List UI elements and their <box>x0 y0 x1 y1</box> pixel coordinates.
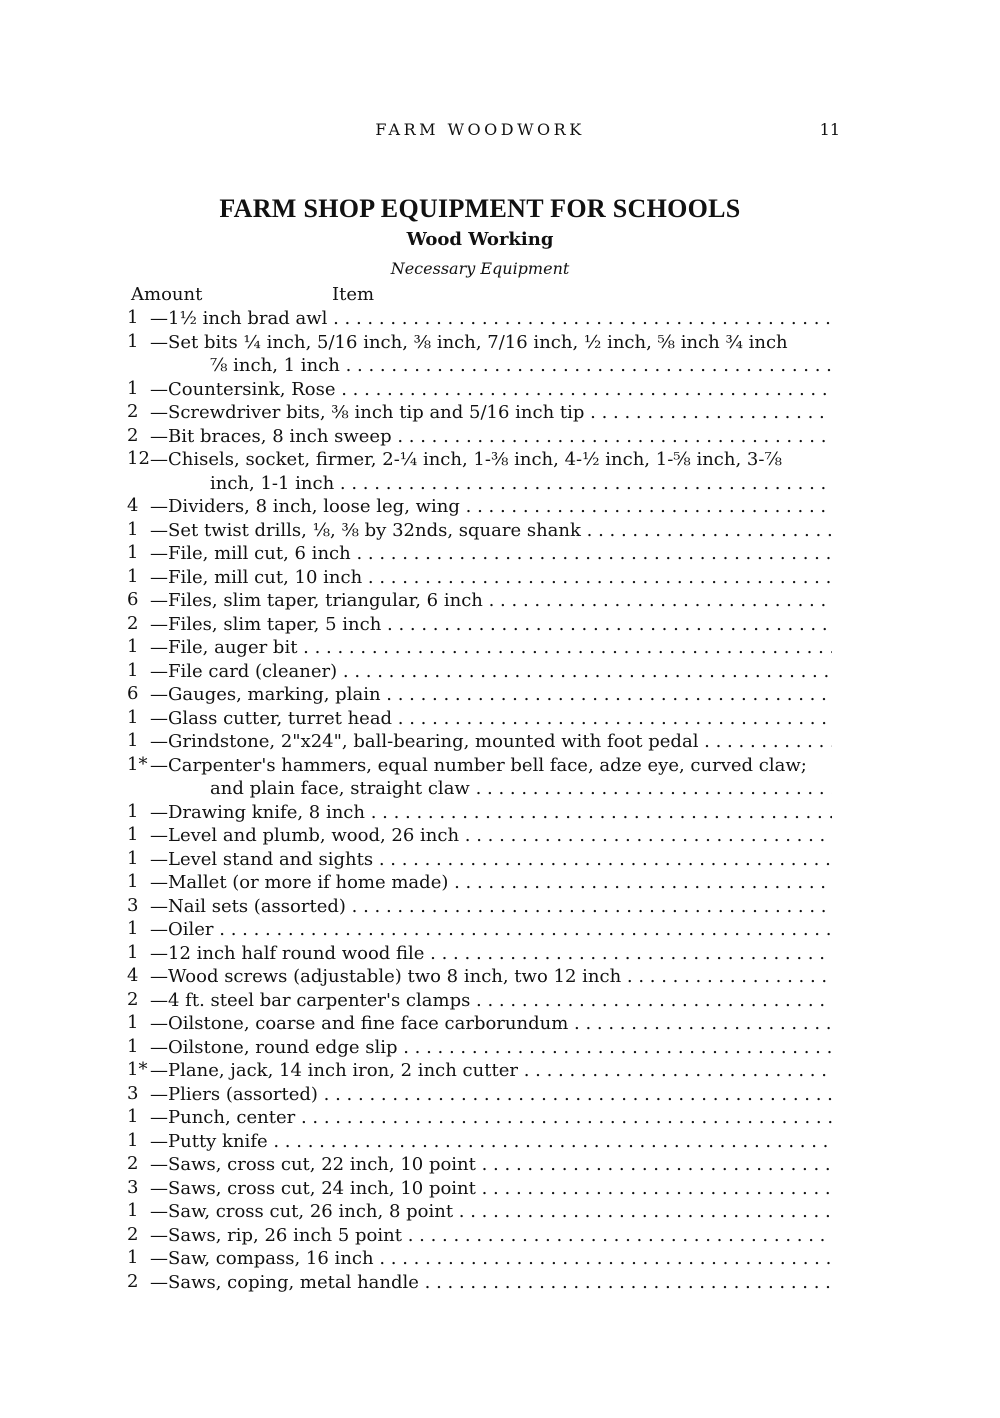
item-text: —4 ft. steel bar carpenter's clamps . . . <box>150 989 832 1013</box>
list-item <box>0 636 1000 660</box>
item-amount: 1 <box>127 1247 139 1268</box>
item-description <box>150 566 832 590</box>
item-description <box>150 1059 832 1083</box>
list-item <box>0 848 1000 872</box>
item-description <box>150 636 832 660</box>
item-amount: 1 <box>127 636 139 657</box>
item-text: —Carpenter's hammers, equal number bell face, adze eye, curved claw; <box>150 754 807 776</box>
item-amount: 1 <box>127 518 139 540</box>
item-text: —Saws, rip, 26 inch 5 point . . . <box>150 1224 832 1248</box>
item-description <box>150 965 832 989</box>
item-text: —Level and plumb, wood, 26 inch . . . <box>150 824 832 848</box>
item-text: —Mallet (or more if home made) . . . <box>150 871 832 895</box>
item-description <box>150 1012 832 1036</box>
item-description <box>150 754 832 801</box>
item-description <box>150 801 832 825</box>
item-text: —Wood screws (adjustable) two 8 inch, two 12 inch . . . <box>150 965 832 989</box>
item-amount: 1 <box>127 307 139 328</box>
item-description <box>150 1200 832 1224</box>
page-number: 11 <box>819 120 840 139</box>
item-text-continued: ⅞ inch, 1 inch . . . <box>150 354 832 378</box>
list-item <box>0 942 1000 966</box>
item-text: —Putty knife . . . <box>150 1130 832 1154</box>
item-text: —Countersink, Rose . . . <box>150 378 832 402</box>
item-description <box>150 1247 832 1271</box>
running-title: FARM WOODWORK <box>375 120 585 139</box>
item-description <box>150 425 832 449</box>
item-description <box>150 730 832 754</box>
list-item <box>0 448 1000 495</box>
item-description <box>150 1106 832 1130</box>
list-item <box>0 683 1000 707</box>
list-item <box>0 1271 1000 1295</box>
item-description <box>150 495 832 519</box>
item-text: —Plane, jack, 14 inch iron, 2 inch cutter . . . <box>150 1059 832 1083</box>
item-amount: 1 <box>127 871 139 892</box>
item-description <box>150 331 832 378</box>
item-description <box>150 542 832 566</box>
item-text: —Files, slim taper, 5 inch . . . <box>150 613 832 637</box>
running-head <box>120 118 840 142</box>
item-amount: 1 <box>127 800 139 822</box>
list-item <box>0 542 1000 566</box>
item-text-continued: inch, 1-1 inch . . . <box>150 472 832 496</box>
item-amount: 2 <box>127 424 139 446</box>
item-text: —Nail sets (assorted) . . . <box>150 895 832 919</box>
item-description <box>150 824 832 848</box>
column-header-amount: Amount <box>131 284 203 305</box>
list-item <box>0 331 1000 378</box>
item-text: —Saw, cross cut, 26 inch, 8 point . . . <box>150 1200 832 1224</box>
item-description <box>150 1083 832 1107</box>
list-item <box>0 589 1000 613</box>
list-item <box>0 801 1000 825</box>
item-text: —Grindstone, 2"x24", ball-bearing, mounted with foot pedal . . . <box>150 730 832 754</box>
item-description <box>150 895 832 919</box>
list-item <box>0 1153 1000 1177</box>
list-item <box>0 1012 1000 1036</box>
item-description <box>150 918 832 942</box>
item-amount: 4 <box>127 965 139 986</box>
item-text: —12 inch half round wood file . . . <box>150 942 832 966</box>
item-amount: 1 <box>127 542 139 563</box>
item-description <box>150 307 832 331</box>
item-text: —Screwdriver bits, ⅜ inch tip and 5/16 inch tip . . . <box>150 401 832 425</box>
list-item <box>0 824 1000 848</box>
list-item <box>0 1083 1000 1107</box>
item-text: —Gauges, marking, plain . . . <box>150 683 832 707</box>
item-description <box>150 683 832 707</box>
column-headers <box>131 284 831 308</box>
list-item <box>0 871 1000 895</box>
item-text: —Saws, coping, metal handle . . . <box>150 1271 832 1295</box>
list-item <box>0 519 1000 543</box>
item-description <box>150 1271 832 1295</box>
item-amount: 1 <box>127 565 139 587</box>
item-amount: 2 <box>127 1270 139 1292</box>
item-text: —Saws, cross cut, 24 inch, 10 point . . . <box>150 1177 832 1201</box>
item-description <box>150 401 832 425</box>
item-amount: 1 <box>127 330 139 352</box>
item-description <box>150 1130 832 1154</box>
list-item <box>0 1130 1000 1154</box>
list-item <box>0 730 1000 754</box>
item-text: —Files, slim taper, triangular, 6 inch . . . <box>150 589 832 613</box>
item-amount: 2 <box>127 1153 139 1174</box>
item-amount: 6 <box>127 683 139 704</box>
item-text: —Oilstone, coarse and fine face carborundum . . . <box>150 1012 832 1036</box>
list-item <box>0 566 1000 590</box>
item-text: —Saws, cross cut, 22 inch, 10 point . . . <box>150 1153 832 1177</box>
item-text: —Dividers, 8 inch, loose leg, wing . . . <box>150 495 832 519</box>
item-description <box>150 989 832 1013</box>
item-description <box>150 378 832 402</box>
item-amount: 1 <box>127 1129 139 1151</box>
item-text: —File, mill cut, 10 inch . . . <box>150 566 832 590</box>
item-text: —Glass cutter, turret head . . . <box>150 707 832 731</box>
list-item <box>0 989 1000 1013</box>
list-item <box>0 378 1000 402</box>
item-amount: 2 <box>127 1223 139 1245</box>
item-amount: 1 <box>127 847 139 869</box>
item-description <box>150 660 832 684</box>
list-item <box>0 1177 1000 1201</box>
list-item <box>0 1200 1000 1224</box>
item-text: —Chisels, socket, firmer, 2-¼ inch, 1-⅜ inch, 4-½ inch, 1-⅝ inch, 3-⅞ <box>150 449 782 470</box>
item-amount: 1 <box>127 730 139 751</box>
item-text: —File, auger bit . . . <box>150 636 832 660</box>
list-item <box>0 965 1000 989</box>
item-text: —Set twist drills, ⅛, ⅜ by 32nds, square shank . . . <box>150 519 832 543</box>
list-item <box>0 918 1000 942</box>
item-description <box>150 942 832 966</box>
item-amount: 1 <box>127 706 139 728</box>
item-amount: 1 <box>127 1035 139 1057</box>
item-description <box>150 1036 832 1060</box>
list-item <box>0 401 1000 425</box>
item-text: —Set bits ¼ inch, 5/16 inch, ⅜ inch, 7/16 inch, ½ inch, ⅝ inch ¾ inch <box>150 331 788 353</box>
item-text: —Drawing knife, 8 inch . . . <box>150 801 832 825</box>
item-description <box>150 1224 832 1248</box>
item-description <box>150 519 832 543</box>
list-item <box>0 1059 1000 1083</box>
item-amount: 1 <box>127 1012 139 1033</box>
item-text: —Oiler . . . <box>150 918 832 942</box>
list-item <box>0 660 1000 684</box>
item-amount: 3 <box>127 894 139 916</box>
item-description <box>150 448 832 495</box>
list-item <box>0 707 1000 731</box>
item-description <box>150 707 832 731</box>
item-amount: 1 <box>127 824 139 845</box>
list-item <box>0 1106 1000 1130</box>
item-text-continued: and plain face, straight claw . . . <box>150 777 832 801</box>
item-description <box>150 871 832 895</box>
list-item <box>0 307 1000 331</box>
list-item <box>0 754 1000 801</box>
list-item <box>0 425 1000 449</box>
item-description <box>150 848 832 872</box>
item-amount: 1 <box>127 377 139 399</box>
list-item <box>0 895 1000 919</box>
item-amount: 1 <box>127 941 139 963</box>
list-item <box>0 1224 1000 1248</box>
item-amount: 1 <box>127 1106 139 1127</box>
item-amount: 1 <box>127 1200 139 1221</box>
section-subtitle: Necessary Equipment <box>390 259 570 278</box>
item-text: —Pliers (assorted) . . . <box>150 1083 832 1107</box>
item-amount: 2 <box>127 612 139 634</box>
item-description <box>150 1153 832 1177</box>
item-text: —Level stand and sights . . . <box>150 848 832 872</box>
item-description <box>150 589 832 613</box>
item-description <box>150 1177 832 1201</box>
item-amount: 1* <box>127 1059 148 1080</box>
item-amount: 3 <box>127 1176 139 1198</box>
item-text: —File card (cleaner) . . . <box>150 660 832 684</box>
item-text: —Bit braces, 8 inch sweep . . . <box>150 425 832 449</box>
item-amount: 1 <box>127 659 139 681</box>
list-item <box>0 1247 1000 1271</box>
item-text: —1½ inch brad awl . . . <box>150 307 832 331</box>
item-text: —Oilstone, round edge slip . . . <box>150 1036 832 1060</box>
list-item <box>0 1036 1000 1060</box>
item-text: —Saw, compass, 16 inch . . . <box>150 1247 832 1271</box>
list-item <box>0 613 1000 637</box>
item-text: —File, mill cut, 6 inch . . . <box>150 542 832 566</box>
page-title: FARM SHOP EQUIPMENT FOR SCHOOLS <box>219 194 741 223</box>
column-header-item: Item <box>332 284 375 305</box>
item-amount: 3 <box>127 1082 139 1104</box>
item-amount: 2 <box>127 988 139 1010</box>
equipment-list <box>0 307 1000 1294</box>
item-text: —Punch, center . . . <box>150 1106 832 1130</box>
section-title: Wood Working <box>406 229 554 250</box>
list-item <box>0 495 1000 519</box>
item-amount: 6 <box>127 589 139 610</box>
item-description <box>150 613 832 637</box>
item-amount: 1* <box>127 753 148 775</box>
item-amount: 2 <box>127 401 139 422</box>
item-amount: 4 <box>127 495 139 516</box>
item-amount: 12 <box>127 448 150 469</box>
item-amount: 1 <box>127 918 139 939</box>
